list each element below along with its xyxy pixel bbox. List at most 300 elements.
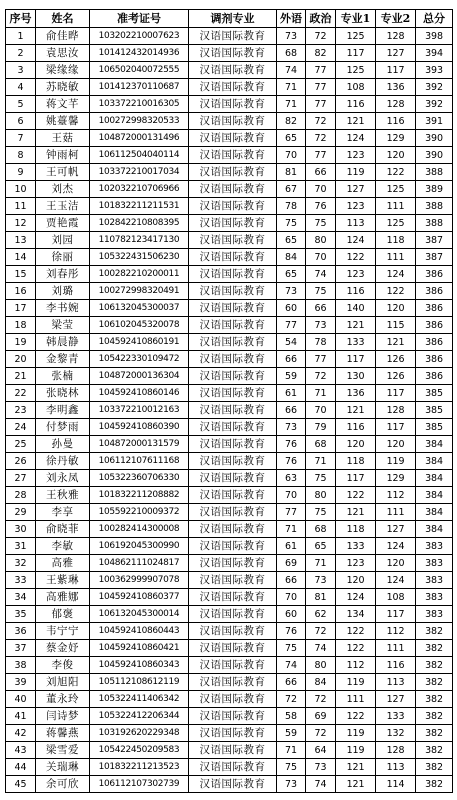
cell-subject-2: 121 [376, 334, 416, 351]
cell-exam-id: 101412370110687 [90, 79, 189, 96]
cell-index: 30 [6, 521, 36, 538]
cell-exam-id: 103372210016305 [90, 96, 189, 113]
cell-politics: 74 [306, 776, 336, 793]
cell-total: 382 [416, 691, 453, 708]
cell-subject-2: 115 [376, 317, 416, 334]
cell-politics: 72 [306, 691, 336, 708]
cell-politics: 66 [306, 300, 336, 317]
cell-index: 40 [6, 691, 36, 708]
table-row [6, 589, 453, 606]
cell-foreign-language: 76 [277, 453, 306, 470]
cell-politics: 75 [306, 470, 336, 487]
cell-subject-2: 126 [376, 368, 416, 385]
cell-politics: 82 [306, 45, 336, 62]
cell-major: 汉语国际教育 [189, 164, 277, 181]
cell-name: 关瑞琳 [36, 759, 90, 776]
cell-total: 382 [416, 759, 453, 776]
cell-foreign-language: 59 [277, 725, 306, 742]
cell-politics: 77 [306, 62, 336, 79]
cell-foreign-language: 54 [277, 334, 306, 351]
cell-name: 金黎青 [36, 351, 90, 368]
cell-major: 汉语国际教育 [189, 470, 277, 487]
cell-subject-2: 113 [376, 759, 416, 776]
cell-index: 35 [6, 606, 36, 623]
cell-major: 汉语国际教育 [189, 504, 277, 521]
table-row [6, 62, 453, 79]
cell-foreign-language: 73 [277, 283, 306, 300]
cell-major: 汉语国际教育 [189, 283, 277, 300]
cell-politics: 72 [306, 113, 336, 130]
cell-major: 汉语国际教育 [189, 606, 277, 623]
header-exam-id: 准考证号 [90, 10, 189, 28]
cell-politics: 78 [306, 334, 336, 351]
cell-major: 汉语国际教育 [189, 759, 277, 776]
cell-subject-1: 119 [336, 164, 376, 181]
cell-subject-1: 119 [336, 725, 376, 742]
table-row [6, 657, 453, 674]
table-row [6, 402, 453, 419]
cell-name: 王可帆 [36, 164, 90, 181]
cell-politics: 73 [306, 572, 336, 589]
cell-subject-1: 133 [336, 538, 376, 555]
cell-major: 汉语国际教育 [189, 538, 277, 555]
cell-name: 刘园 [36, 232, 90, 249]
cell-politics: 68 [306, 436, 336, 453]
table-row [6, 572, 453, 589]
cell-foreign-language: 76 [277, 436, 306, 453]
cell-foreign-language: 66 [277, 572, 306, 589]
cell-subject-1: 111 [336, 691, 376, 708]
cell-major: 汉语国际教育 [189, 130, 277, 147]
cell-politics: 74 [306, 640, 336, 657]
table-row [6, 776, 453, 793]
cell-politics: 70 [306, 181, 336, 198]
cell-exam-id: 101832211208882 [90, 487, 189, 504]
cell-index: 10 [6, 181, 36, 198]
table-row [6, 45, 453, 62]
cell-subject-1: 121 [336, 759, 376, 776]
cell-foreign-language: 58 [277, 708, 306, 725]
cell-subject-1: 121 [336, 504, 376, 521]
cell-politics: 72 [306, 28, 336, 45]
table-row [6, 198, 453, 215]
cell-index: 22 [6, 385, 36, 402]
table-row [6, 317, 453, 334]
cell-name: 高雅娜 [36, 589, 90, 606]
cell-foreign-language: 63 [277, 470, 306, 487]
cell-foreign-language: 73 [277, 28, 306, 45]
cell-subject-2: 124 [376, 538, 416, 555]
table-row [6, 623, 453, 640]
cell-index: 21 [6, 368, 36, 385]
cell-politics: 75 [306, 504, 336, 521]
cell-subject-1: 134 [336, 606, 376, 623]
cell-major: 汉语国际教育 [189, 623, 277, 640]
table-row [6, 708, 453, 725]
cell-subject-1: 123 [336, 198, 376, 215]
cell-politics: 70 [306, 249, 336, 266]
cell-name: 闫诗梦 [36, 708, 90, 725]
cell-foreign-language: 82 [277, 113, 306, 130]
cell-subject-2: 120 [376, 147, 416, 164]
cell-politics: 71 [306, 385, 336, 402]
cell-total: 390 [416, 130, 453, 147]
cell-subject-1: 125 [336, 28, 376, 45]
cell-major: 汉语国际教育 [189, 147, 277, 164]
cell-index: 43 [6, 742, 36, 759]
cell-politics: 81 [306, 589, 336, 606]
table-row [6, 113, 453, 130]
cell-total: 384 [416, 504, 453, 521]
cell-subject-2: 124 [376, 266, 416, 283]
cell-name: 刘旭阳 [36, 674, 90, 691]
cell-total: 387 [416, 232, 453, 249]
cell-subject-2: 119 [376, 453, 416, 470]
cell-name: 袁思汝 [36, 45, 90, 62]
cell-index: 20 [6, 351, 36, 368]
cell-index: 15 [6, 266, 36, 283]
cell-subject-1: 122 [336, 640, 376, 657]
cell-name: 李俊 [36, 657, 90, 674]
cell-index: 7 [6, 130, 36, 147]
cell-politics: 77 [306, 96, 336, 113]
cell-subject-2: 120 [376, 300, 416, 317]
cell-index: 14 [6, 249, 36, 266]
cell-major: 汉语国际教育 [189, 521, 277, 538]
cell-politics: 73 [306, 759, 336, 776]
cell-subject-1: 130 [336, 368, 376, 385]
cell-index: 8 [6, 147, 36, 164]
cell-subject-1: 120 [336, 572, 376, 589]
cell-subject-2: 111 [376, 640, 416, 657]
cell-index: 4 [6, 79, 36, 96]
cell-exam-id: 104862111024817 [90, 555, 189, 572]
cell-politics: 76 [306, 198, 336, 215]
cell-subject-2: 108 [376, 589, 416, 606]
cell-total: 386 [416, 317, 453, 334]
cell-index: 5 [6, 96, 36, 113]
cell-subject-1: 118 [336, 453, 376, 470]
cell-major: 汉语国际教育 [189, 79, 277, 96]
cell-subject-2: 127 [376, 691, 416, 708]
cell-subject-1: 108 [336, 79, 376, 96]
cell-name: 姚薹馨 [36, 113, 90, 130]
cell-name: 王菇 [36, 130, 90, 147]
cell-exam-id: 106112504040114 [90, 147, 189, 164]
cell-subject-1: 122 [336, 487, 376, 504]
cell-name: 张楠 [36, 368, 90, 385]
cell-total: 382 [416, 742, 453, 759]
cell-major: 汉语国际教育 [189, 232, 277, 249]
cell-major: 汉语国际教育 [189, 657, 277, 674]
cell-politics: 77 [306, 79, 336, 96]
table-row [6, 28, 453, 45]
cell-subject-2: 127 [376, 521, 416, 538]
cell-major: 汉语国际教育 [189, 742, 277, 759]
cell-total: 385 [416, 402, 453, 419]
cell-subject-2: 124 [376, 572, 416, 589]
cell-total: 385 [416, 385, 453, 402]
cell-name: 王玉洁 [36, 198, 90, 215]
cell-subject-1: 140 [336, 300, 376, 317]
cell-foreign-language: 75 [277, 759, 306, 776]
cell-name: 韦宁宁 [36, 623, 90, 640]
cell-exam-id: 105112108612119 [90, 674, 189, 691]
cell-index: 37 [6, 640, 36, 657]
cell-foreign-language: 65 [277, 130, 306, 147]
header-politics: 政治 [306, 10, 336, 28]
table-row [6, 674, 453, 691]
cell-exam-id: 104592410860421 [90, 640, 189, 657]
cell-exam-id: 103372210012163 [90, 402, 189, 419]
cell-total: 394 [416, 45, 453, 62]
cell-subject-1: 116 [336, 96, 376, 113]
cell-total: 382 [416, 674, 453, 691]
cell-subject-1: 113 [336, 215, 376, 232]
cell-subject-1: 118 [336, 521, 376, 538]
cell-major: 汉语国际教育 [189, 776, 277, 793]
cell-politics: 77 [306, 147, 336, 164]
cell-index: 11 [6, 198, 36, 215]
cell-foreign-language: 75 [277, 640, 306, 657]
cell-index: 33 [6, 572, 36, 589]
cell-name: 俞佳晔 [36, 28, 90, 45]
cell-name: 李明鑫 [36, 402, 90, 419]
table-row [6, 436, 453, 453]
cell-major: 汉语国际教育 [189, 691, 277, 708]
cell-exam-id: 101412432014936 [90, 45, 189, 62]
cell-exam-id: 104872000136304 [90, 368, 189, 385]
cell-subject-2: 111 [376, 249, 416, 266]
cell-name: 高雅 [36, 555, 90, 572]
cell-politics: 71 [306, 453, 336, 470]
table-row [6, 181, 453, 198]
cell-total: 386 [416, 300, 453, 317]
cell-index: 38 [6, 657, 36, 674]
cell-total: 389 [416, 181, 453, 198]
cell-total: 382 [416, 623, 453, 640]
cell-foreign-language: 75 [277, 215, 306, 232]
cell-subject-2: 113 [376, 674, 416, 691]
cell-exam-id: 106102045320078 [90, 317, 189, 334]
cell-name: 郁褒 [36, 606, 90, 623]
cell-major: 汉语国际教育 [189, 317, 277, 334]
cell-exam-id: 106192045300990 [90, 538, 189, 555]
cell-exam-id: 103192620229348 [90, 725, 189, 742]
cell-politics: 71 [306, 555, 336, 572]
cell-subject-2: 132 [376, 725, 416, 742]
cell-index: 6 [6, 113, 36, 130]
table-row [6, 555, 453, 572]
cell-foreign-language: 71 [277, 96, 306, 113]
cell-subject-2: 128 [376, 402, 416, 419]
cell-major: 汉语国际教育 [189, 300, 277, 317]
cell-politics: 70 [306, 402, 336, 419]
cell-foreign-language: 61 [277, 385, 306, 402]
cell-foreign-language: 76 [277, 623, 306, 640]
cell-subject-1: 122 [336, 249, 376, 266]
cell-major: 汉语国际教育 [189, 334, 277, 351]
cell-major: 汉语国际教育 [189, 28, 277, 45]
cell-major: 汉语国际教育 [189, 368, 277, 385]
cell-exam-id: 104872000131579 [90, 436, 189, 453]
cell-major: 汉语国际教育 [189, 572, 277, 589]
cell-index: 25 [6, 436, 36, 453]
cell-subject-2: 120 [376, 555, 416, 572]
cell-subject-2: 128 [376, 742, 416, 759]
cell-foreign-language: 71 [277, 521, 306, 538]
cell-exam-id: 100282414300008 [90, 521, 189, 538]
cell-subject-1: 121 [336, 317, 376, 334]
cell-foreign-language: 67 [277, 181, 306, 198]
cell-exam-id: 106112107611168 [90, 453, 189, 470]
cell-foreign-language: 73 [277, 776, 306, 793]
cell-subject-2: 128 [376, 28, 416, 45]
cell-subject-2: 112 [376, 487, 416, 504]
cell-major: 汉语国际教育 [189, 555, 277, 572]
cell-subject-2: 129 [376, 130, 416, 147]
cell-politics: 84 [306, 674, 336, 691]
cell-subject-1: 121 [336, 402, 376, 419]
cell-subject-1: 124 [336, 589, 376, 606]
cell-name: 李享 [36, 504, 90, 521]
cell-foreign-language: 60 [277, 606, 306, 623]
cell-total: 382 [416, 725, 453, 742]
cell-exam-id: 103372210017034 [90, 164, 189, 181]
cell-foreign-language: 77 [277, 504, 306, 521]
cell-politics: 72 [306, 130, 336, 147]
cell-exam-id: 102842210808395 [90, 215, 189, 232]
cell-exam-id: 106132045300014 [90, 606, 189, 623]
cell-name: 王紫琳 [36, 572, 90, 589]
cell-foreign-language: 74 [277, 62, 306, 79]
cell-index: 26 [6, 453, 36, 470]
cell-exam-id: 105592210009372 [90, 504, 189, 521]
cell-index: 39 [6, 674, 36, 691]
table-row [6, 453, 453, 470]
table-row [6, 538, 453, 555]
cell-total: 384 [416, 470, 453, 487]
cell-politics: 80 [306, 487, 336, 504]
cell-subject-1: 124 [336, 232, 376, 249]
cell-subject-1: 123 [336, 555, 376, 572]
cell-total: 387 [416, 249, 453, 266]
cell-subject-2: 112 [376, 623, 416, 640]
cell-subject-1: 116 [336, 419, 376, 436]
cell-politics: 80 [306, 657, 336, 674]
table-row [6, 487, 453, 504]
cell-exam-id: 104592410860343 [90, 657, 189, 674]
cell-foreign-language: 71 [277, 742, 306, 759]
cell-index: 34 [6, 589, 36, 606]
table-row [6, 130, 453, 147]
cell-name: 刘杰 [36, 181, 90, 198]
cell-subject-2: 127 [376, 45, 416, 62]
cell-subject-2: 116 [376, 113, 416, 130]
table-row [6, 521, 453, 538]
cell-foreign-language: 66 [277, 674, 306, 691]
cell-subject-2: 116 [376, 657, 416, 674]
cell-total: 386 [416, 266, 453, 283]
cell-name: 蔡金妤 [36, 640, 90, 657]
cell-total: 382 [416, 708, 453, 725]
cell-name: 徐丽 [36, 249, 90, 266]
table-row [6, 266, 453, 283]
cell-politics: 75 [306, 215, 336, 232]
cell-index: 12 [6, 215, 36, 232]
header-foreign-language: 外语 [277, 10, 306, 28]
cell-total: 392 [416, 79, 453, 96]
cell-subject-1: 121 [336, 113, 376, 130]
cell-exam-id: 101832211213523 [90, 759, 189, 776]
cell-subject-1: 124 [336, 130, 376, 147]
cell-major: 汉语国际教育 [189, 181, 277, 198]
cell-subject-1: 117 [336, 470, 376, 487]
cell-name: 李敏 [36, 538, 90, 555]
cell-name: 孙曼 [36, 436, 90, 453]
cell-total: 388 [416, 198, 453, 215]
cell-index: 42 [6, 725, 36, 742]
cell-name: 董永玲 [36, 691, 90, 708]
table-header-row [6, 10, 453, 28]
cell-subject-1: 136 [336, 385, 376, 402]
cell-exam-id: 105422330109472 [90, 351, 189, 368]
table-row [6, 419, 453, 436]
cell-total: 388 [416, 164, 453, 181]
cell-name: 徐丹敏 [36, 453, 90, 470]
cell-index: 23 [6, 402, 36, 419]
cell-subject-2: 133 [376, 708, 416, 725]
cell-name: 王秋雅 [36, 487, 90, 504]
header-total: 总分 [416, 10, 453, 28]
cell-exam-id: 104592410860377 [90, 589, 189, 606]
table-row [6, 759, 453, 776]
cell-exam-id: 104592410860191 [90, 334, 189, 351]
cell-politics: 80 [306, 232, 336, 249]
cell-total: 382 [416, 776, 453, 793]
table-row [6, 283, 453, 300]
cell-major: 汉语国际教育 [189, 249, 277, 266]
cell-index: 29 [6, 504, 36, 521]
cell-total: 386 [416, 351, 453, 368]
cell-exam-id: 100272998320533 [90, 113, 189, 130]
cell-foreign-language: 60 [277, 300, 306, 317]
cell-exam-id: 100282210200011 [90, 266, 189, 283]
cell-exam-id: 103202210007623 [90, 28, 189, 45]
cell-politics: 72 [306, 725, 336, 742]
header-subject-1: 专业1 [336, 10, 376, 28]
cell-exam-id: 105422450209583 [90, 742, 189, 759]
cell-index: 9 [6, 164, 36, 181]
cell-index: 32 [6, 555, 36, 572]
cell-exam-id: 100272998320491 [90, 283, 189, 300]
cell-subject-2: 125 [376, 215, 416, 232]
cell-exam-id: 104592410860443 [90, 623, 189, 640]
cell-name: 刘永凤 [36, 470, 90, 487]
cell-foreign-language: 74 [277, 657, 306, 674]
table-row [6, 470, 453, 487]
cell-exam-id: 105322412206344 [90, 708, 189, 725]
cell-politics: 68 [306, 521, 336, 538]
cell-major: 汉语国际教育 [189, 96, 277, 113]
cell-major: 汉语国际教育 [189, 419, 277, 436]
cell-politics: 62 [306, 606, 336, 623]
cell-major: 汉语国际教育 [189, 113, 277, 130]
cell-exam-id: 110782123417130 [90, 232, 189, 249]
cell-foreign-language: 72 [277, 691, 306, 708]
cell-subject-2: 126 [376, 351, 416, 368]
cell-politics: 64 [306, 742, 336, 759]
